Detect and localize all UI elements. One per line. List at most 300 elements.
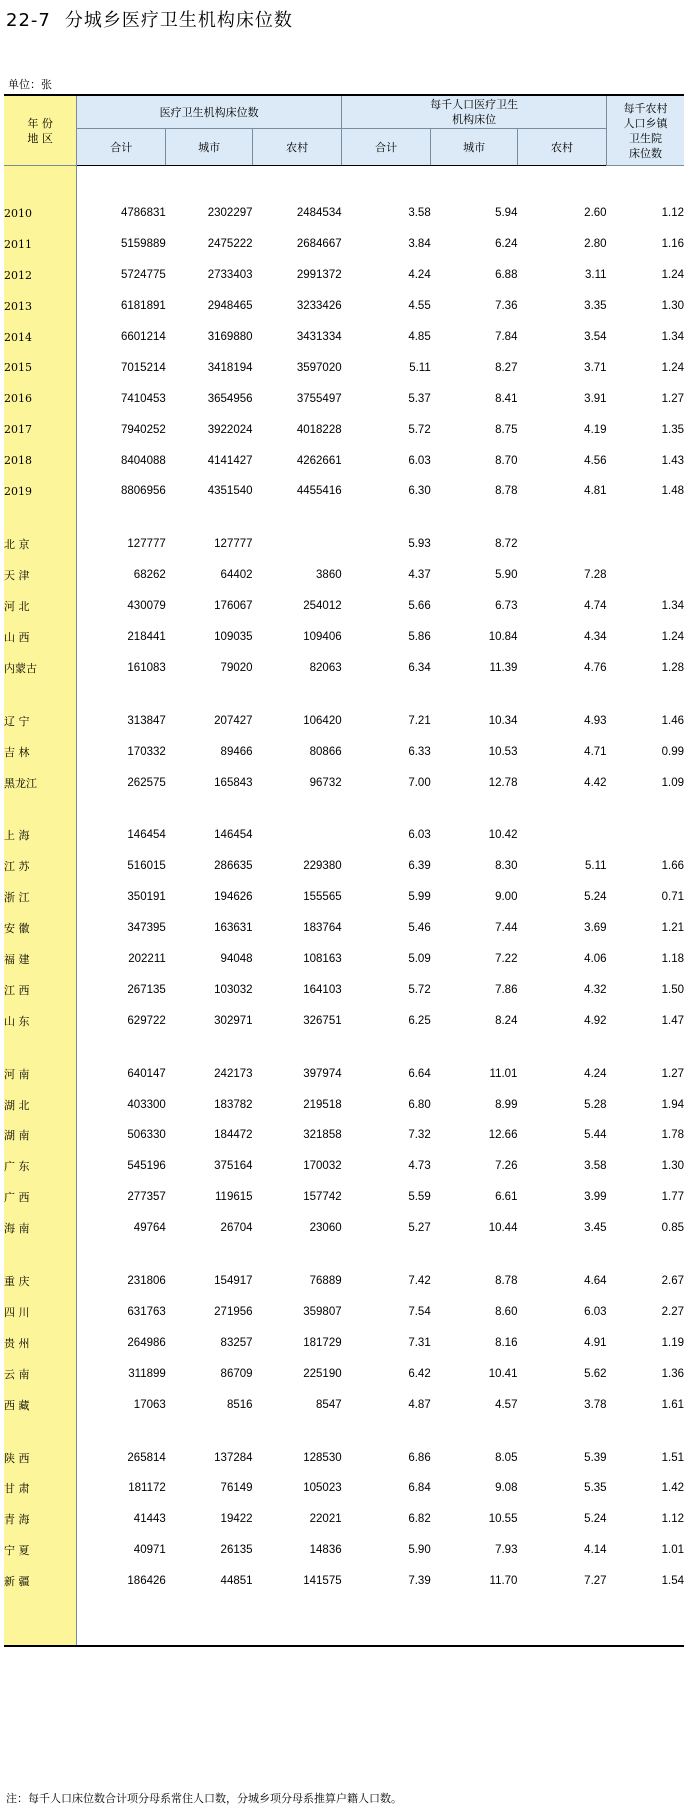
value-cell: 109035 xyxy=(214,631,253,644)
value-cell: 1.34 xyxy=(661,331,684,343)
value-cell: 3.78 xyxy=(584,1398,607,1411)
blank-cell xyxy=(517,166,606,199)
table-number: 22-7 xyxy=(6,10,51,31)
blank-cell xyxy=(77,683,166,705)
value-cell: 76889 xyxy=(309,1275,342,1288)
value-cell: 154917 xyxy=(214,1275,253,1288)
value-cell: 9.08 xyxy=(495,1482,518,1495)
value-cell: 6.80 xyxy=(408,1098,431,1111)
value-cell: 164103 xyxy=(303,983,342,996)
region-label: 湖 北 xyxy=(4,1089,77,1120)
table-body xyxy=(4,166,684,1646)
value-cell: 128530 xyxy=(303,1451,342,1464)
value-cell: 4.71 xyxy=(584,745,607,758)
value-cell: 1.36 xyxy=(661,1367,684,1380)
region-label: 北 京 xyxy=(4,529,77,560)
table-row xyxy=(4,591,684,622)
value-cell: 277357 xyxy=(127,1191,166,1204)
value-cell: 3.91 xyxy=(584,392,607,405)
blank-cell xyxy=(342,507,431,529)
region-label: 四 川 xyxy=(4,1297,77,1328)
value-cell: 137284 xyxy=(214,1451,253,1464)
blank-cell xyxy=(253,1036,342,1058)
blank-cell xyxy=(77,798,166,820)
value-cell: 170032 xyxy=(303,1160,342,1173)
value-cell: 4.92 xyxy=(584,1014,607,1027)
value-cell: 5.72 xyxy=(408,983,431,996)
value-cell: 1.35 xyxy=(661,423,684,436)
value-cell: 7.28 xyxy=(584,569,607,582)
value-cell: 163631 xyxy=(214,922,253,935)
table-row xyxy=(4,1297,684,1328)
region-cell-blank xyxy=(4,1244,77,1266)
table-row xyxy=(4,198,684,229)
value-cell: 40971 xyxy=(133,1544,166,1557)
value-cell: 7.26 xyxy=(495,1160,518,1173)
blank-cell xyxy=(431,1597,518,1646)
value-cell: 6.42 xyxy=(408,1367,431,1380)
value-cell: 4.55 xyxy=(408,300,431,313)
value-cell: 1.12 xyxy=(661,1513,684,1526)
group-gap-row xyxy=(4,507,684,529)
value-cell: 225190 xyxy=(303,1367,342,1380)
value-cell: 4351540 xyxy=(207,485,253,498)
value-cell: 8806956 xyxy=(121,485,166,498)
region-label: 新 疆 xyxy=(4,1566,77,1597)
value-cell: 10.42 xyxy=(488,829,518,842)
value-cell: 11.01 xyxy=(489,1067,518,1080)
value-cell: 1.24 xyxy=(661,269,684,282)
region-label: 天 津 xyxy=(4,560,77,591)
blank-cell xyxy=(166,1420,253,1442)
blank-cell xyxy=(431,1420,518,1442)
value-cell: 176067 xyxy=(214,600,253,613)
value-cell: 4.91 xyxy=(584,1336,607,1349)
region-label: 吉 林 xyxy=(4,736,77,767)
value-cell: 4455416 xyxy=(296,485,342,498)
value-cell: 8.70 xyxy=(495,454,518,467)
value-cell: 11.70 xyxy=(489,1575,518,1588)
table-row xyxy=(4,1058,684,1089)
value-cell: 6.73 xyxy=(495,600,518,613)
value-cell: 96732 xyxy=(309,776,342,789)
sub-header-urban: 城市 xyxy=(166,129,253,166)
value-cell: 1.51 xyxy=(661,1451,684,1464)
region-label: 河 北 xyxy=(4,591,77,622)
value-cell: 8516 xyxy=(226,1398,253,1411)
value-cell: 516015 xyxy=(127,860,166,873)
value-cell: 3755497 xyxy=(296,392,342,405)
value-cell: 1.46 xyxy=(661,714,684,727)
value-cell: 271956 xyxy=(214,1305,253,1318)
value-cell: 141575 xyxy=(303,1575,342,1588)
blank-cell xyxy=(253,1244,342,1266)
value-cell: 3.69 xyxy=(584,922,607,935)
region-label: 山 西 xyxy=(4,622,77,653)
region-label: 2016 xyxy=(4,383,77,414)
table-end-row xyxy=(4,1597,684,1646)
value-cell: 6.88 xyxy=(495,269,518,282)
value-cell: 7410453 xyxy=(121,392,166,405)
value-cell xyxy=(607,820,684,851)
value-cell: 231806 xyxy=(127,1275,166,1288)
value-cell: 127777 xyxy=(127,538,166,551)
blank-cell xyxy=(607,507,684,529)
blank-cell xyxy=(77,1244,166,1266)
value-cell: 2948465 xyxy=(207,300,253,313)
value-cell: 3654956 xyxy=(207,392,253,405)
value-cell: 5.72 xyxy=(408,423,431,436)
value-cell: 4.73 xyxy=(408,1160,431,1173)
value-cell: 8.27 xyxy=(495,361,518,374)
value-cell: 359807 xyxy=(303,1305,342,1318)
value-cell: 3169880 xyxy=(207,331,253,343)
value-cell: 7.27 xyxy=(584,1575,607,1588)
region-label: 陕 西 xyxy=(4,1442,77,1473)
value-cell: 326751 xyxy=(303,1014,342,1027)
value-cell: 0.85 xyxy=(661,1222,684,1235)
value-cell: 5.27 xyxy=(408,1222,431,1235)
table-row xyxy=(4,322,684,353)
value-cell: 103032 xyxy=(214,983,253,996)
value-cell: 4.42 xyxy=(584,776,607,789)
blank-cell xyxy=(607,166,684,199)
value-cell: 1.24 xyxy=(661,631,684,644)
value-cell: 7.44 xyxy=(495,922,518,935)
region-label: 2011 xyxy=(4,229,77,260)
value-cell: 89466 xyxy=(220,745,253,758)
value-cell: 350191 xyxy=(127,891,166,904)
table-row xyxy=(4,1120,684,1151)
value-cell: 7.42 xyxy=(408,1275,431,1288)
value-cell: 1.21 xyxy=(661,922,684,935)
region-label: 安 徽 xyxy=(4,913,77,944)
blank-cell xyxy=(342,1420,431,1442)
value-cell: 41443 xyxy=(133,1513,166,1526)
value-cell: 262575 xyxy=(127,776,166,789)
value-cell: 82063 xyxy=(309,661,342,674)
value-cell: 12.66 xyxy=(488,1129,518,1142)
value-cell: 3922024 xyxy=(207,423,253,436)
group-gap-row xyxy=(4,1244,684,1266)
region-label: 上 海 xyxy=(4,820,77,851)
value-cell: 3.54 xyxy=(584,331,607,343)
value-cell: 161083 xyxy=(127,661,166,674)
group-gap-row xyxy=(4,798,684,820)
value-cell: 10.55 xyxy=(488,1513,518,1526)
blank-cell xyxy=(253,798,342,820)
unit-label: 单位：张 xyxy=(8,78,52,91)
region-label: 河 南 xyxy=(4,1058,77,1089)
value-cell: 1.77 xyxy=(661,1191,684,1204)
value-cell: 4.56 xyxy=(584,454,607,467)
blank-cell xyxy=(166,798,253,820)
table-row xyxy=(4,1358,684,1389)
value-cell: 4.19 xyxy=(584,423,607,436)
region-label: 2017 xyxy=(4,414,77,445)
value-cell: 8.78 xyxy=(495,485,518,498)
value-cell: 4141427 xyxy=(207,454,253,467)
value-cell: 83257 xyxy=(220,1336,253,1349)
value-cell: 1.01 xyxy=(661,1544,684,1557)
value-cell: 4262661 xyxy=(296,454,342,467)
value-cell: 2.80 xyxy=(584,238,607,251)
value-cell: 8547 xyxy=(316,1398,342,1411)
value-cell: 403300 xyxy=(127,1098,166,1111)
table-row xyxy=(4,1473,684,1504)
blank-cell xyxy=(166,1036,253,1058)
value-cell: 14836 xyxy=(309,1544,342,1557)
value-cell: 6.39 xyxy=(408,860,431,873)
value-cell: 4.14 xyxy=(584,1544,607,1557)
value-cell: 194626 xyxy=(214,891,253,904)
value-cell: 6.82 xyxy=(408,1513,431,1526)
value-cell: 1.16 xyxy=(661,238,684,251)
sub-header-total: 合计 xyxy=(77,129,166,166)
value-cell: 7.36 xyxy=(495,300,518,313)
value-cell: 8.24 xyxy=(495,1014,518,1027)
value-cell: 631763 xyxy=(127,1305,166,1318)
region-label: 重 庆 xyxy=(4,1266,77,1297)
region-label: 2018 xyxy=(4,445,77,476)
value-cell: 6601214 xyxy=(121,331,166,343)
value-cell: 106420 xyxy=(303,714,342,727)
table-row xyxy=(4,944,684,975)
value-cell: 6.03 xyxy=(408,829,431,842)
region-label: 2014 xyxy=(4,322,77,353)
blank-cell xyxy=(607,1597,684,1646)
value-cell: 5.35 xyxy=(584,1482,607,1495)
value-cell: 44851 xyxy=(220,1575,253,1588)
table-row xyxy=(4,705,684,736)
region-label: 江 苏 xyxy=(4,851,77,882)
region-label: 甘 肃 xyxy=(4,1473,77,1504)
value-cell: 2684667 xyxy=(296,238,342,251)
value-cell: 506330 xyxy=(127,1129,166,1142)
table-row xyxy=(4,1327,684,1358)
value-cell: 5.24 xyxy=(584,891,607,904)
value-cell: 5.86 xyxy=(408,631,431,644)
blank-cell xyxy=(77,166,166,199)
blank-cell xyxy=(431,683,518,705)
value-cell: 3233426 xyxy=(296,300,342,313)
value-cell: 157742 xyxy=(303,1191,342,1204)
value-cell: 170332 xyxy=(127,745,166,758)
value-cell: 1.42 xyxy=(661,1482,684,1495)
value-cell: 6.30 xyxy=(408,485,431,498)
region-label: 2015 xyxy=(4,352,77,383)
sub-header-rural-per-thousand: 农村 xyxy=(517,129,606,166)
value-cell: 265814 xyxy=(127,1451,166,1464)
blank-cell xyxy=(166,1597,253,1646)
blank-cell xyxy=(607,798,684,820)
region-label: 广 东 xyxy=(4,1151,77,1182)
blank-cell xyxy=(166,1244,253,1266)
value-cell: 207427 xyxy=(214,714,253,727)
value-cell: 7.00 xyxy=(408,776,431,789)
blank-cell xyxy=(607,1244,684,1266)
table-row xyxy=(4,383,684,414)
value-cell: 1.34 xyxy=(661,600,684,613)
value-cell: 1.18 xyxy=(661,953,684,966)
value-cell: 184472 xyxy=(214,1129,253,1142)
value-cell: 49764 xyxy=(133,1222,166,1235)
value-cell: 7.93 xyxy=(495,1544,518,1557)
blank-cell xyxy=(607,1420,684,1442)
value-cell: 23060 xyxy=(309,1222,342,1235)
value-cell: 146454 xyxy=(127,829,166,842)
value-cell: 165843 xyxy=(214,776,253,789)
value-cell: 6.86 xyxy=(408,1451,431,1464)
value-cell: 5.66 xyxy=(408,600,431,613)
table-row xyxy=(4,652,684,683)
value-cell: 105023 xyxy=(303,1482,342,1495)
value-cell: 11.39 xyxy=(489,661,518,674)
blank-cell xyxy=(517,798,606,820)
value-cell: 10.41 xyxy=(488,1367,518,1380)
region-label: 贵 州 xyxy=(4,1327,77,1358)
value-cell: 8.75 xyxy=(495,423,518,436)
region-cell-blank xyxy=(4,507,77,529)
value-cell: 183764 xyxy=(303,922,342,935)
region-label: 江 西 xyxy=(4,974,77,1005)
table-row xyxy=(4,352,684,383)
value-cell: 313847 xyxy=(127,714,166,727)
value-cell: 5.28 xyxy=(584,1098,607,1111)
value-cell: 4.81 xyxy=(584,485,607,498)
value-cell: 267135 xyxy=(127,983,166,996)
value-cell: 3.58 xyxy=(584,1160,607,1173)
table-row xyxy=(4,913,684,944)
value-cell: 3597020 xyxy=(296,361,342,374)
value-cell: 7.21 xyxy=(408,714,431,727)
value-cell: 1.50 xyxy=(661,983,684,996)
value-cell: 1.27 xyxy=(661,1067,684,1080)
region-cell-blank xyxy=(4,683,77,705)
value-cell: 2991372 xyxy=(296,269,342,282)
region-label: 广 西 xyxy=(4,1182,77,1213)
value-cell: 1.78 xyxy=(661,1129,684,1142)
blank-cell xyxy=(342,166,431,199)
value-cell: 4018228 xyxy=(296,423,342,436)
table-row xyxy=(4,560,684,591)
value-cell: 6.24 xyxy=(495,238,518,251)
table-row xyxy=(4,767,684,798)
value-cell: 7.84 xyxy=(495,331,518,343)
region-label: 黑龙江 xyxy=(4,767,77,798)
value-cell: 242173 xyxy=(214,1067,253,1080)
value-cell: 181172 xyxy=(128,1482,166,1495)
value-cell: 10.34 xyxy=(488,714,518,727)
value-cell: 2.67 xyxy=(661,1275,684,1288)
value-cell: 6.03 xyxy=(408,454,431,467)
value-cell: 186426 xyxy=(127,1575,166,1588)
value-cell: 5.62 xyxy=(584,1367,607,1380)
table-row xyxy=(4,820,684,851)
table-row xyxy=(4,1535,684,1566)
value-cell: 3.99 xyxy=(584,1191,607,1204)
value-cell: 4.37 xyxy=(408,569,431,582)
value-cell: 9.00 xyxy=(495,891,518,904)
value-cell: 430079 xyxy=(127,600,166,613)
blank-cell xyxy=(342,798,431,820)
value-cell: 6.03 xyxy=(584,1305,607,1318)
value-cell: 286635 xyxy=(214,860,253,873)
value-cell: 321858 xyxy=(303,1129,342,1142)
region-cell-blank xyxy=(4,798,77,820)
value-cell: 5.24 xyxy=(584,1513,607,1526)
hospital-beds-table xyxy=(4,94,684,1647)
value-cell: 2484534 xyxy=(296,207,342,220)
value-cell: 6181891 xyxy=(121,300,166,313)
blank-cell xyxy=(77,1597,166,1646)
region-column-header: 年 份 地 区 xyxy=(4,96,77,166)
value-cell: 629722 xyxy=(127,1014,166,1027)
region-label: 云 南 xyxy=(4,1358,77,1389)
value-cell: 4.64 xyxy=(584,1275,607,1288)
table-row xyxy=(4,851,684,882)
footnote: 注：每千人口床位数合计项分母系常住人口数，分城乡项分母系推算户籍人口数。 xyxy=(6,1792,402,1805)
value-cell: 1.47 xyxy=(661,1014,684,1027)
value-cell: 6.61 xyxy=(495,1191,518,1204)
value-cell: 5.59 xyxy=(408,1191,431,1204)
blank-cell xyxy=(431,1244,518,1266)
value-cell: 3860 xyxy=(316,569,342,582)
value-cell: 3.71 xyxy=(584,361,607,374)
sub-header-total-per-thousand: 合计 xyxy=(342,129,431,166)
value-cell: 119615 xyxy=(215,1191,253,1204)
value-cell: 5.11 xyxy=(585,860,607,873)
table-row xyxy=(4,622,684,653)
group-gap-row xyxy=(4,1036,684,1058)
value-cell: 7.31 xyxy=(408,1336,431,1349)
value-cell: 26135 xyxy=(220,1544,253,1557)
value-cell: 8.99 xyxy=(495,1098,518,1111)
value-cell: 8.16 xyxy=(495,1336,518,1349)
value-cell: 3418194 xyxy=(207,361,253,374)
value-cell: 1.27 xyxy=(661,392,684,405)
table-row xyxy=(4,1151,684,1182)
value-cell: 302971 xyxy=(214,1014,253,1027)
value-cell: 1.54 xyxy=(661,1575,684,1588)
value-cell: 108163 xyxy=(303,953,342,966)
group-gap-row xyxy=(4,1420,684,1442)
region-cell-blank xyxy=(4,1036,77,1058)
value-cell: 229380 xyxy=(303,860,342,873)
value-cell: 1.12 xyxy=(661,207,684,220)
value-cell: 3.58 xyxy=(408,207,431,220)
value-cell: 218441 xyxy=(127,631,166,644)
blank-cell xyxy=(431,507,518,529)
value-cell: 640147 xyxy=(127,1067,166,1080)
table-row xyxy=(4,260,684,291)
region-label: 内蒙古 xyxy=(4,652,77,683)
value-cell: 1.94 xyxy=(661,1098,684,1111)
value-cell: 6.84 xyxy=(408,1482,431,1495)
table-row xyxy=(4,1389,684,1420)
value-cell: 3.35 xyxy=(584,300,607,313)
value-cell: 5.93 xyxy=(408,538,431,551)
value-cell xyxy=(517,529,606,560)
region-label: 2012 xyxy=(4,260,77,291)
table-row xyxy=(4,974,684,1005)
value-cell: 5.99 xyxy=(408,891,431,904)
region-label: 2013 xyxy=(4,291,77,322)
value-cell: 155565 xyxy=(303,891,342,904)
value-cell: 86709 xyxy=(220,1367,253,1380)
value-cell: 8.30 xyxy=(495,860,518,873)
table-row xyxy=(4,1213,684,1244)
